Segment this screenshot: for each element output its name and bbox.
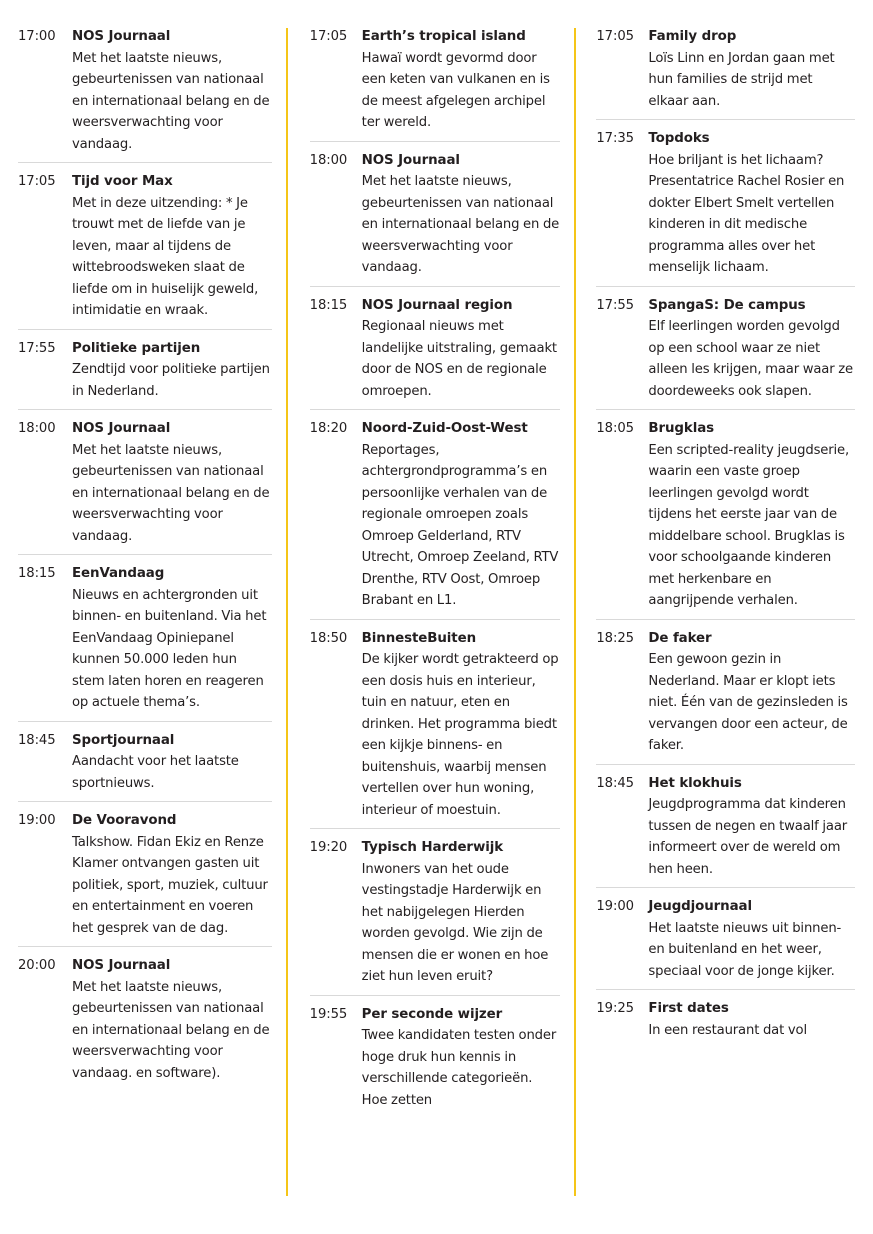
programme-entry[interactable] (18, 563, 272, 722)
programme-time: 18:00 (309, 152, 348, 168)
programme-body (648, 418, 855, 612)
programme-title[interactable]: De Vooravond (72, 813, 177, 828)
programme-title[interactable]: BinnesteBuiten (361, 630, 477, 646)
programme-time: 17:05 (18, 174, 56, 189)
schedule-column-2 (288, 26, 575, 1126)
programme-description: Reportages, achtergrondprogramma’s en persoonlijke verhalen van de regionale omroepen zoals Omroep Gelderland, RTV Utrecht, Omroep Zeeland, RTV Drenthe, RTV Oost, Omroep Brabant en L1. (361, 442, 559, 608)
programme-time: 19:55 (309, 1006, 348, 1022)
programme-entry[interactable] (596, 896, 855, 990)
programme-body (362, 418, 561, 612)
programme-time: 18:05 (596, 421, 634, 436)
programme-body (72, 730, 272, 795)
programme-entry[interactable] (18, 338, 272, 411)
programme-time: 17:55 (18, 340, 56, 356)
programme-title[interactable]: Brugklas (648, 421, 715, 436)
programme-title[interactable]: NOS Journaal (361, 152, 460, 168)
programme-entry[interactable] (18, 171, 272, 330)
programme-title[interactable]: EenVandaag (72, 566, 165, 581)
programme-time: 17:55 (596, 297, 634, 313)
programme-description: Aandacht voor het laatste sportnieuws. (72, 754, 239, 791)
programme-body (648, 295, 855, 403)
schedule-column-3 (576, 26, 855, 1056)
programme-description: Een gewoon gezin in Nederland. Maar er klopt iets niet. Één van de gezinsleden is vervangen door een acteur, de faker. (648, 652, 848, 753)
programme-body (72, 810, 272, 939)
programme-body (362, 295, 561, 403)
programme-time: 19:20 (309, 840, 348, 855)
programme-entry[interactable] (18, 730, 272, 803)
programme-title[interactable]: Typisch Harderwijk (361, 840, 503, 855)
programme-time: 18:00 (18, 421, 56, 436)
programme-description: Regionaal nieuws met landelijke uitstraling, gemaakt door de NOS en de regionale omroepen. (361, 319, 557, 399)
programme-entry[interactable] (18, 810, 272, 947)
programme-body (648, 998, 855, 1041)
programme-title[interactable]: De faker (648, 630, 712, 646)
programme-title[interactable]: Per seconde wijzer (361, 1006, 503, 1022)
programme-title[interactable]: Het klokhuis (648, 775, 742, 791)
programme-description: Met het laatste nieuws, gebeurtenissen van nationaal en internationaal belang en de weersverwachting voor vandaag. (72, 442, 270, 544)
programme-time: 19:25 (596, 1001, 634, 1016)
programme-description: Zendtijd voor politieke partijen in Nederland. (72, 362, 270, 399)
programme-description: Elf leerlingen worden gevolgd op een school waar ze niet alleen les krijgen, maar waar ze doordeweeks ook slapen. (648, 319, 853, 399)
programme-description: Inwoners van het oude vestingstadje Harderwijk en het nabijgelegen Hierden worden gevolgd. Wie zijn de mensen die er wonen en hoe ziet hun leven eruit? (361, 861, 549, 984)
programme-time: 18:15 (309, 297, 348, 313)
programme-description: De kijker wordt getrakteerd op een dosis huis en interieur, tuin en natuur, eten en drinken. Het programma biedt een kijkje binnens- en buitenshuis, waarbij mensen vertellen over hun woning, interieur of moestuin. (361, 652, 559, 818)
programme-time: 18:45 (596, 775, 634, 791)
programme-body (72, 171, 272, 322)
programme-title[interactable]: NOS Journaal (72, 421, 171, 436)
programme-time: 19:00 (596, 899, 634, 914)
programme-body (72, 26, 272, 155)
programme-title[interactable]: Family drop (648, 29, 737, 44)
programme-time: 18:15 (18, 566, 56, 581)
programme-time: 18:20 (309, 421, 348, 436)
programme-time: 17:00 (18, 29, 56, 44)
programme-body (72, 338, 272, 403)
programme-entry[interactable] (310, 628, 561, 830)
programme-title[interactable]: SpangaS: De campus (648, 297, 806, 313)
programme-description: Talkshow. Fidan Ekiz en Renze Klamer ontvangen gasten uit politiek, sport, muziek, cultuur en entertainment en voeren het gesprek van de dag. (72, 834, 268, 936)
programme-entry[interactable] (310, 150, 561, 287)
programme-time: 20:00 (18, 958, 56, 973)
programme-entry[interactable] (596, 418, 855, 620)
programme-time: 17:35 (596, 131, 634, 146)
programme-entry[interactable] (310, 418, 561, 620)
programme-entry[interactable] (596, 998, 855, 1048)
programme-entry[interactable] (310, 295, 561, 411)
programme-body (362, 837, 561, 988)
programme-description: Met het laatste nieuws, gebeurtenissen van nationaal en internationaal belang en de weersverwachting voor vandaag. (361, 174, 560, 275)
programme-body (72, 955, 272, 1084)
programme-entry[interactable] (310, 26, 561, 142)
programme-entry[interactable] (596, 773, 855, 889)
programme-body (362, 150, 561, 279)
programme-description: Een scripted-reality jeugdserie, waarin een vaste groep leerlingen gevolgd wordt tijdens het eerste jaar van de middelbare school. Brugklas is voor schoolgaande kinderen met herkenbare en aangrijpende verhalen. (648, 442, 850, 608)
programme-description: Loïs Linn en Jordan gaan met hun families de strijd met elkaar aan. (648, 50, 835, 109)
programme-description: Het laatste nieuws uit binnen- en buitenland en het weer, speciaal voor de jonge kijker. (648, 920, 842, 979)
programme-body (72, 563, 272, 714)
programme-time: 19:00 (18, 813, 56, 828)
programme-description: Met in deze uitzending: * Je trouwt met de liefde van je leven, maar al tijdens de wittebroodsweken slaat de liefde om in huiselijk geweld, intimidatie en wraak. (72, 195, 259, 318)
programme-description: In een restaurant dat vol (648, 1022, 807, 1038)
programme-title[interactable]: Sportjournaal (72, 732, 175, 748)
schedule-column-1 (18, 26, 286, 1099)
programme-description: Met het laatste nieuws, gebeurtenissen van nationaal en internationaal belang en de weersverwachting voor vandaag. en software). (72, 979, 270, 1081)
programme-title[interactable]: NOS Journaal region (361, 297, 513, 313)
programme-title[interactable]: Politieke partijen (72, 340, 201, 356)
programme-body (648, 128, 855, 279)
programme-entry[interactable] (18, 418, 272, 555)
programme-description: Nieuws en achtergronden uit binnen- en buitenland. Via het EenVandaag Opiniepanel kunnen 50.000 leden hun stem laten horen en reageren op actuele thema’s. (72, 587, 267, 710)
programme-description: Hawaï wordt gevormd door een keten van vulkanen en is de meest afgelegen archipel ter wereld. (361, 50, 550, 130)
programme-entry[interactable] (310, 1004, 561, 1119)
programme-title[interactable]: Earth’s tropical island (361, 29, 526, 44)
programme-description: Jeugdprogramma dat kinderen tussen de negen en twaalf jaar informeert over de wereld om hen heen. (648, 797, 848, 877)
programme-entry[interactable] (18, 955, 272, 1091)
programme-time: 17:05 (596, 29, 634, 44)
programme-entry[interactable] (596, 128, 855, 287)
programme-title[interactable]: Noord-Zuid-Oost-West (361, 421, 528, 436)
programme-time: 18:25 (596, 630, 634, 646)
programme-body (362, 628, 561, 822)
programme-description: Met het laatste nieuws, gebeurtenissen van nationaal en internationaal belang en de weersverwachting voor vandaag. (72, 50, 270, 152)
programme-time: 18:45 (18, 732, 56, 748)
programme-entry[interactable] (596, 628, 855, 765)
programme-title[interactable]: NOS Journaal (72, 29, 171, 44)
programme-title[interactable]: Jeugdjournaal (648, 899, 752, 914)
programme-entry[interactable] (310, 837, 561, 996)
programme-description: Twee kandidaten testen onder hoge druk hun kennis in verschillende categorieën. Hoe zetten (361, 1028, 557, 1108)
programme-body (648, 896, 855, 982)
programme-body (648, 773, 855, 881)
programme-entry[interactable] (596, 295, 855, 411)
programme-body (362, 26, 561, 134)
programme-time: 18:50 (309, 630, 348, 646)
programme-body (362, 1004, 561, 1112)
programme-time: 17:05 (309, 29, 348, 44)
programme-title[interactable]: Topdoks (648, 131, 710, 146)
programme-entry[interactable] (18, 26, 272, 163)
programme-body (648, 26, 855, 112)
programme-body (648, 628, 855, 757)
programme-title[interactable]: NOS Journaal (72, 958, 171, 973)
programme-title[interactable]: Tijd voor Max (72, 174, 173, 189)
programme-title[interactable]: First dates (648, 1001, 729, 1016)
programme-description: Hoe briljant is het lichaam? Presentatrice Rachel Rosier en dokter Elbert Smelt vertellen kinderen in dit medische programma alles over het menselijk lichaam. (648, 152, 845, 275)
programme-body (72, 418, 272, 547)
programme-entry[interactable] (596, 26, 855, 120)
